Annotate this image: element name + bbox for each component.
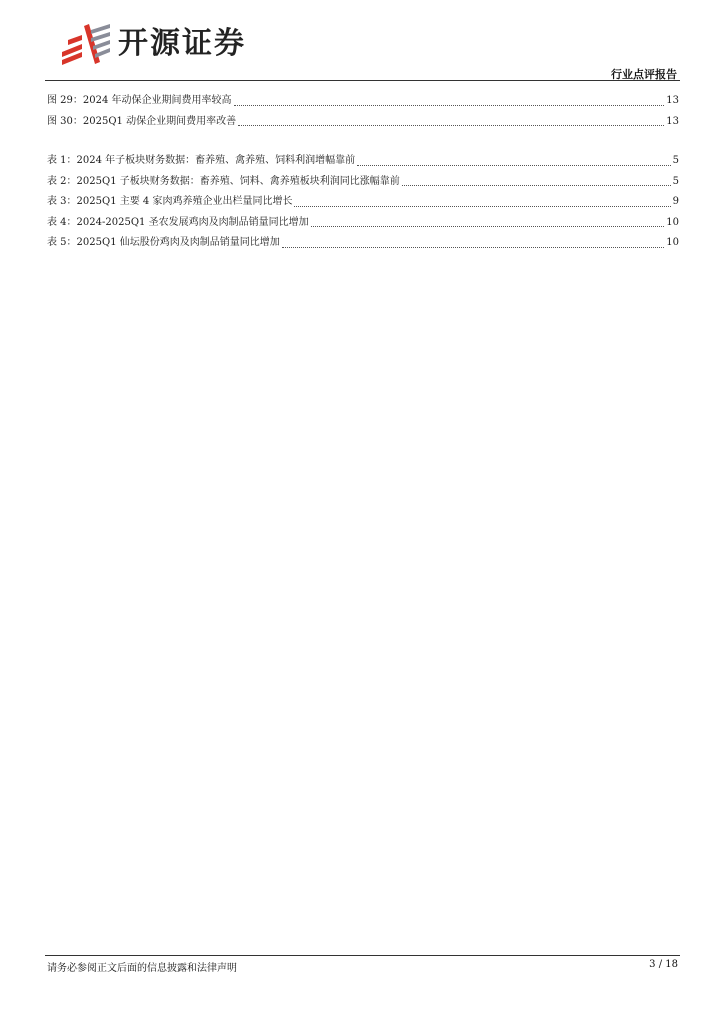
report-type-label: 行业点评报告 <box>611 68 677 81</box>
toc-entry[interactable] <box>47 172 679 193</box>
toc-entry-title: 2024 年动保企业期间费用率较高 <box>82 95 232 106</box>
toc-entry[interactable] <box>47 91 679 112</box>
toc-entry-number: 图 30： <box>47 115 83 127</box>
toc-entry-number: 表 2： <box>47 175 77 187</box>
toc-entry-number: 表 3： <box>47 196 77 207</box>
dot-leader <box>238 117 664 126</box>
toc-entry[interactable] <box>47 233 679 254</box>
toc-entry-title: 2024 年子板块财务数据：畜养殖、禽养殖、饲料利润增幅靠前 <box>76 155 356 166</box>
kaiyuan-logo-icon <box>58 22 114 66</box>
toc-entry-page: 5 <box>672 155 679 166</box>
brand-logo <box>58 22 246 66</box>
toc-entry-title: 2025Q1 动保企业期间费用率改善 <box>82 115 237 127</box>
footer-divider <box>45 955 680 956</box>
toc-entry-title: 2025Q1 子板块财务数据：畜养殖、饲料、禽养殖板块利润同比涨幅靠前 <box>76 175 400 187</box>
toc-entry-title: 2024-2025Q1 圣农发展鸡肉及肉制品销量同比增加 <box>76 216 309 228</box>
toc-entry-number: 表 5： <box>47 237 77 248</box>
toc-entry[interactable] <box>47 151 679 172</box>
toc-entry-number: 图 29： <box>47 95 83 106</box>
toc-entry[interactable] <box>47 112 679 133</box>
toc-entry[interactable] <box>47 213 679 234</box>
toc-entry-number: 表 1： <box>47 155 77 166</box>
figure-list <box>47 91 679 132</box>
toc-entry-page: 5 <box>672 175 679 187</box>
page-number: 3 / 18 <box>649 959 678 970</box>
toc-entry-title: 2025Q1 仙坛股份鸡肉及肉制品销量同比增加 <box>76 237 280 248</box>
dot-leader <box>311 218 665 227</box>
toc-entry-number: 表 4： <box>47 216 77 228</box>
brand-name: 开源证券 <box>118 26 246 61</box>
toc-entry[interactable] <box>47 192 679 213</box>
dot-leader <box>234 97 665 106</box>
toc-entry-page: 13 <box>666 115 679 127</box>
toc-entry-page: 13 <box>666 95 679 106</box>
footer-disclaimer: 请务必参阅正文后面的信息披露和法律声明 <box>47 963 237 974</box>
table-list <box>47 151 679 254</box>
header-divider <box>45 80 680 81</box>
toc-entry-page: 10 <box>666 237 679 248</box>
dot-leader <box>282 239 665 248</box>
dot-leader <box>357 157 670 166</box>
toc-entry-title: 2025Q1 主要 4 家肉鸡养殖企业出栏量同比增长 <box>76 196 293 207</box>
toc-entry-page: 10 <box>666 216 679 228</box>
toc-entry-page: 9 <box>672 196 679 207</box>
dot-leader <box>294 198 670 207</box>
dot-leader <box>402 177 671 186</box>
